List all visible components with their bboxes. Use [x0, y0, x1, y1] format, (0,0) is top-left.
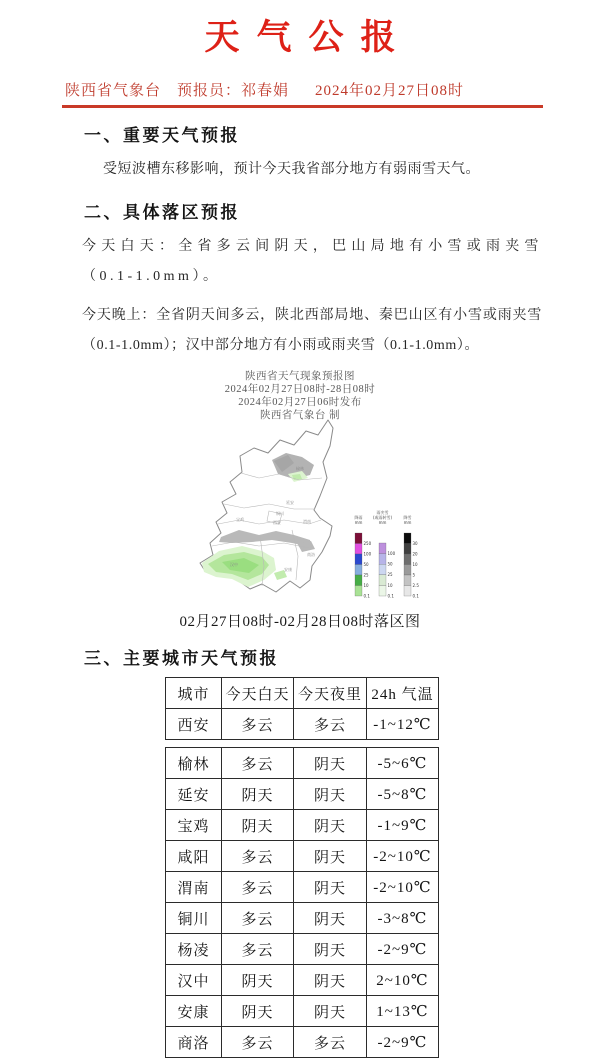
- day-weather-cell: 多云: [222, 709, 294, 740]
- legend-value: 25: [363, 572, 369, 578]
- map-caption: 02月27日08时-02月28日08时落区图: [179, 614, 421, 630]
- legend-value: 250: [363, 540, 372, 546]
- day-weather-cell: 阴天: [222, 996, 294, 1027]
- map-title-line: 2024年02月27日06时发布: [238, 397, 362, 408]
- legend-value: 30: [412, 540, 418, 546]
- legend-value: 10: [363, 582, 369, 588]
- legend-swatch: [355, 575, 362, 586]
- weather-table-row: [166, 779, 439, 810]
- legend-value: 10: [387, 582, 393, 588]
- map-city-label: 安康: [284, 567, 292, 572]
- temp-range-cell: 2~10℃: [367, 965, 439, 996]
- day-weather-cell: 多云: [222, 1027, 294, 1058]
- map-title-line: 陕西省气象台 制: [259, 410, 341, 421]
- legend-value: 0.1: [387, 593, 394, 599]
- section2-heading: 二、具体落区预报: [84, 203, 240, 222]
- temp-range-cell: -5~6℃: [367, 748, 439, 779]
- weather-table-row: [166, 709, 439, 740]
- night-weather-cell: 多云: [294, 1027, 367, 1058]
- temp-range-cell: -2~10℃: [367, 872, 439, 903]
- legend-value: 20: [412, 551, 418, 557]
- weather-table-row: [166, 810, 439, 841]
- legend-title: 降雨: [354, 515, 363, 520]
- weather-table-row: [166, 996, 439, 1027]
- day-weather-cell: 多云: [222, 748, 294, 779]
- weather-table-row: [166, 872, 439, 903]
- weather-bulletin-page: [0, 10, 600, 1052]
- weather-table-row: [166, 841, 439, 872]
- legend-swatch: [355, 565, 362, 576]
- map-city-label: 宝鸡: [236, 517, 244, 522]
- night-weather-cell: 阴天: [294, 996, 367, 1027]
- night-weather-cell: 阴天: [294, 810, 367, 841]
- legend-value: 100: [363, 551, 372, 557]
- issue-datetime: 2024年02月27日08时: [315, 83, 465, 99]
- day-weather-cell: 阴天: [222, 810, 294, 841]
- weather-table-row: [166, 965, 439, 996]
- temp-range-cell: 1~13℃: [367, 996, 439, 1027]
- legend-value: 100: [387, 551, 396, 556]
- legend-value: 0.1: [412, 593, 419, 599]
- weather-table-row: [166, 748, 439, 779]
- legend-value: 25: [387, 572, 393, 578]
- temp-range-cell: -1~12℃: [367, 709, 439, 740]
- legend-value: 2.5: [412, 582, 419, 588]
- day-weather-cell: 阴天: [222, 779, 294, 810]
- city-cell: 咸阳: [166, 841, 222, 872]
- map-title-line: 陕西省天气现象预报图: [245, 371, 355, 382]
- legend-title: mm: [378, 520, 387, 525]
- legend-swatch: [355, 554, 362, 565]
- city-cell: 商洛: [166, 1027, 222, 1058]
- legend-value: 0.1: [363, 593, 370, 599]
- temp-range-cell: -2~9℃: [367, 1027, 439, 1058]
- night-weather-cell: 阴天: [294, 965, 367, 996]
- city-cell: 安康: [166, 996, 222, 1027]
- legend-title: (或雨转雪): [372, 515, 393, 520]
- map-city-label: 延安: [286, 500, 294, 505]
- city-cell: 铜川: [166, 903, 222, 934]
- legend-swatch: [404, 565, 411, 576]
- weather-table-header-row: [166, 678, 439, 709]
- shaanxi-map-svg: [164, 416, 424, 612]
- legend-title: 雨夹雪: [376, 510, 389, 515]
- legend-swatch: [355, 586, 362, 597]
- city-cell: 汉中: [166, 965, 222, 996]
- weather-table-row: [166, 934, 439, 965]
- legend-title: mm: [403, 520, 412, 525]
- legend-swatch: [404, 586, 411, 597]
- map-title-block: [0, 370, 600, 422]
- night-weather-cell: 阴天: [294, 934, 367, 965]
- weather-table-row: [166, 1027, 439, 1058]
- map-legends: [355, 509, 420, 598]
- legend-swatch: [379, 543, 386, 554]
- legend-swatch: [404, 533, 411, 544]
- section3-heading: 三、主要城市天气预报: [84, 649, 279, 668]
- night-forecast-text: 今天晚上：全省阴天间多云，陕北西部局地、秦巴山区有小雪或雨夹雪（0.1-1.0mm）；汉中部分地方有小雨或雨夹雪（0.1-1.0mm）。: [82, 308, 542, 353]
- day-weather-cell: 多云: [222, 934, 294, 965]
- weather-col-header: 24h 气温: [367, 678, 439, 709]
- legend-swatch: [379, 585, 386, 596]
- legend-value: 50: [387, 561, 393, 567]
- temp-range-cell: -5~8℃: [367, 779, 439, 810]
- night-weather-cell: 阴天: [294, 903, 367, 934]
- legend-swatch: [379, 554, 386, 565]
- publisher-line: [65, 79, 600, 100]
- legend-value: 10: [412, 561, 418, 567]
- city-cell: 杨凌: [166, 934, 222, 965]
- legend-swatch: [379, 564, 386, 575]
- legend-swatch: [379, 575, 386, 586]
- page-title: 天气公报: [204, 18, 413, 57]
- night-weather-cell: 阴天: [294, 779, 367, 810]
- night-weather-cell: 阴天: [294, 872, 367, 903]
- city-cell: 榆林: [166, 748, 222, 779]
- night-weather-cell: 阴天: [294, 841, 367, 872]
- map-city-label: 渭南: [303, 519, 311, 524]
- city-cell: 西安: [166, 709, 222, 740]
- weather-col-header: 今天白天: [222, 678, 294, 709]
- temp-range-cell: -1~9℃: [367, 810, 439, 841]
- weather-table-row: [166, 903, 439, 934]
- legend-swatch: [404, 544, 411, 555]
- legend-title: mm: [354, 520, 363, 525]
- day-weather-cell: 多云: [222, 903, 294, 934]
- day-weather-cell: 多云: [222, 872, 294, 903]
- city-cell: 宝鸡: [166, 810, 222, 841]
- temp-range-cell: -3~8℃: [367, 903, 439, 934]
- temp-range-cell: -2~9℃: [367, 934, 439, 965]
- temp-range-cell: -2~10℃: [367, 841, 439, 872]
- legend-swatch: [355, 544, 362, 555]
- legend-swatch: [404, 554, 411, 565]
- weather-col-header: 城市: [166, 678, 222, 709]
- map-city-label: 榆林: [296, 466, 304, 471]
- red-divider-line: [62, 105, 543, 108]
- night-weather-cell: 多云: [294, 709, 367, 740]
- section1-heading: 一、重要天气预报: [84, 126, 240, 145]
- map-city-label: 汉中: [230, 562, 238, 567]
- weather-col-header: 今天夜里: [294, 678, 367, 709]
- city-weather-table-body-part: [165, 747, 439, 1058]
- forecaster-name: 预报员：祁春娟: [177, 83, 290, 99]
- office-name: 陕西省气象台: [65, 83, 162, 99]
- map-title-line: 2024年02月27日08时-28日08时: [224, 384, 376, 395]
- legend-value: 50: [363, 561, 369, 567]
- map-city-label: 铜川: [276, 511, 284, 516]
- city-weather-table-header-part: [165, 677, 439, 740]
- day-weather-cell: 阴天: [222, 965, 294, 996]
- forecast-map-block: [0, 370, 600, 631]
- day-weather-cell: 多云: [222, 841, 294, 872]
- city-cell: 延安: [166, 779, 222, 810]
- daytime-forecast-text: 今天白天：全省多云间阴天，巴山局地有小雪或雨夹雪（0.1-1.0mm）。: [82, 239, 542, 284]
- map-city-label: 西安: [273, 520, 281, 525]
- legend-title: 降雪: [403, 515, 412, 520]
- legend-swatch: [404, 575, 411, 586]
- map-city-label: 商洛: [307, 552, 315, 557]
- legend-swatch: [355, 533, 362, 544]
- section1-body: 受短波槽东移影响，预计今天我省部分地方有弱雨雪天气。: [103, 162, 480, 177]
- night-weather-cell: 阴天: [294, 748, 367, 779]
- legend-value: 5: [412, 572, 416, 578]
- city-cell: 渭南: [166, 872, 222, 903]
